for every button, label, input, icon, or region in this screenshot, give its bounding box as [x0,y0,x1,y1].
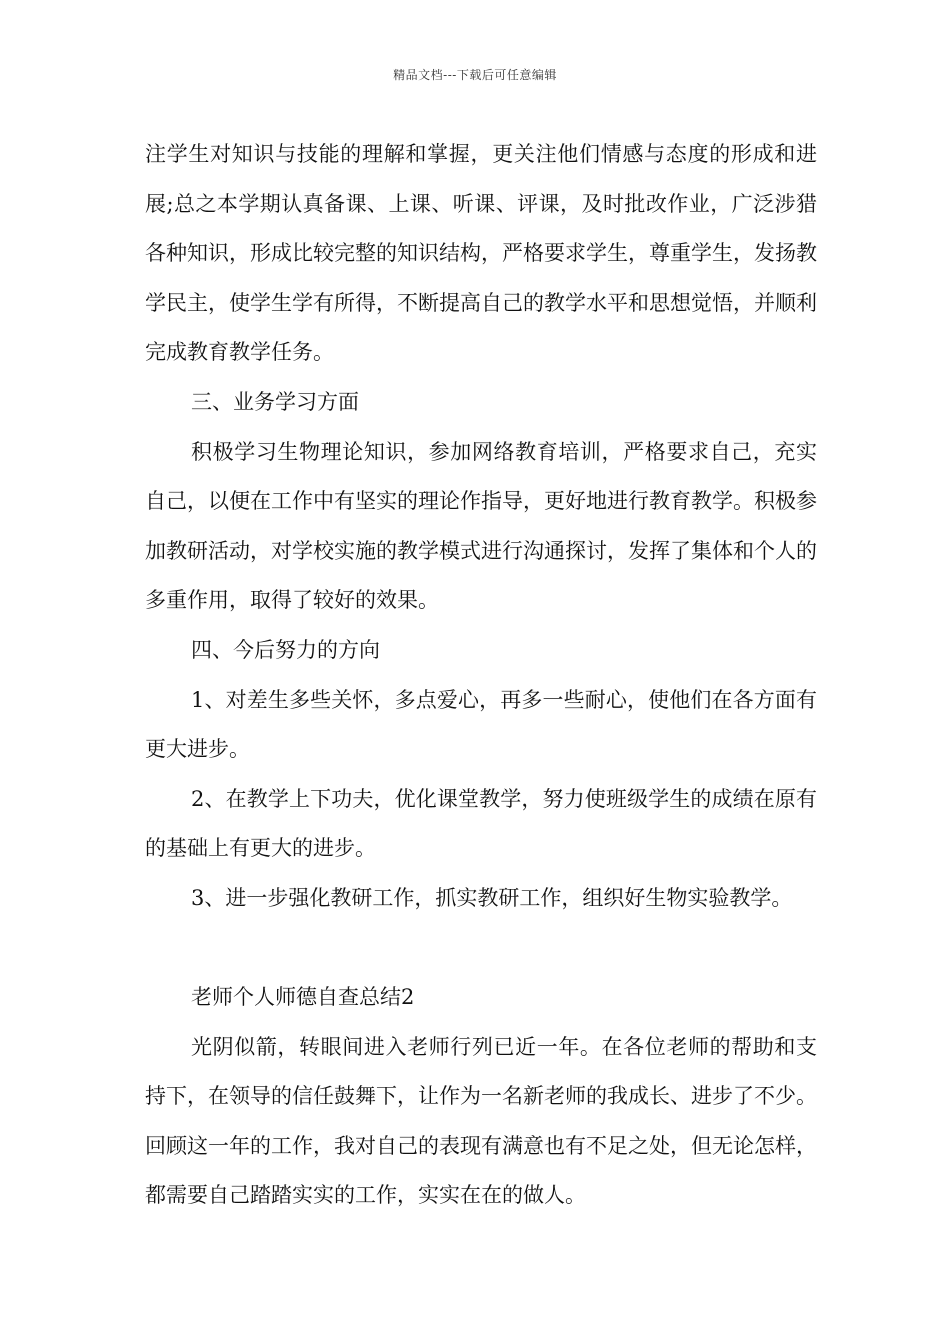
list-item-3: 3、进一步强化教研工作，抓实教研工作，组织好生物实验教学。 [191,885,793,910]
article-title-2: 老师个人师德自查总结2 [191,985,415,1010]
section-spacer [145,924,817,974]
paragraph-continued: 注学生对知识与技能的理解和掌握，更关注他们情感与态度的形成和进展;总之本学期认真备课、上课、听课、评课，及时批改作业，广泛涉猎各种知识，形成比较完整的知识结构，严格要求学生，尊重学生，发扬教学民主，使学生学有所得，不断提高自己的教学水平和思想觉悟，并顺利完成教育教学任务。 [145,142,817,365]
list-item-1: 1、对差生多些关怀，多点爱心，再多一些耐心，使他们在各方面有更大进步。 [145,687,817,762]
paragraph-intro: 光阴似箭，转眼间进入老师行列已近一年。在各位老师的帮助和支持下，在领导的信任鼓舞下，让作为一名新老师的我成长、进步了不少。回顾这一年的工作，我对自己的表现有满意也有不足之处，但无论怎样，都需要自己踏踏实实的工作，实实在在的做人。 [145,1034,817,1208]
paragraph-business-study: 积极学习生物理论知识，参加网络教育培训，严格要求自己，充实自己，以便在工作中有坚实的理论作指导，更好地进行教育教学。积极参加教研活动，对学校实施的教学模式进行沟通探讨，发挥了集体和个人的多重作用，取得了较好的效果。 [145,439,817,613]
section-heading-future-direction: 四、今后努力的方向 [191,637,380,662]
list-item-2: 2、在教学上下功夫，优化课堂教学，努力使班级学生的成绩在原有的基础上有更大的进步。 [145,786,817,861]
page-header: 精品文档---下载后可任意编辑 [393,68,557,82]
document-body [145,130,817,1221]
section-heading-business-study: 三、业务学习方面 [191,389,359,414]
